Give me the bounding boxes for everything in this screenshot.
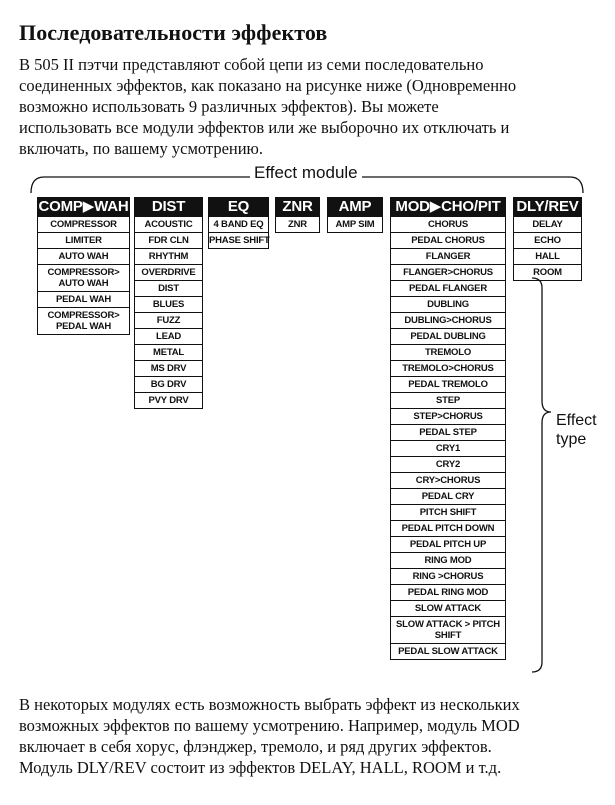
module-header: DIST [134, 197, 203, 217]
effect-type-item: FUZZ [135, 312, 202, 328]
effect-type-item: PEDAL PITCH DOWN [391, 520, 505, 536]
intro-line: В 505 II пэтчи представляют собой цепи из семи последовательно [19, 55, 484, 74]
effect-type-item: 4 BAND EQ [213, 219, 264, 230]
effect-type-item: PEDAL FLANGER [391, 280, 505, 296]
module-options [134, 217, 203, 409]
intro-paragraph [19, 54, 604, 159]
module-options [275, 217, 320, 233]
effect-type-item: PEDAL TREMOLO [391, 376, 505, 392]
module-header: AMP [327, 197, 383, 217]
effect-type-item: TREMOLO>CHORUS [391, 360, 505, 376]
outro-paragraph [19, 694, 604, 778]
effect-type-item: PEDAL CHORUS [391, 232, 505, 248]
module-options [390, 217, 506, 660]
effect-type-item: CRY>CHORUS [391, 472, 505, 488]
effect-type-line: Effect [556, 412, 597, 429]
effect-module-label: Effect module [250, 163, 362, 183]
module-header: MOD▶CHO/PIT [390, 197, 506, 217]
effect-type-item: PEDAL WAH [38, 291, 129, 307]
effect-type-item: PEDAL CRY [391, 488, 505, 504]
effect-type-item: PEDAL RING MOD [391, 584, 505, 600]
effect-type-item: SLOW ATTACK [391, 600, 505, 616]
module-options [327, 217, 383, 233]
effect-type-item: ZNR [288, 219, 307, 230]
outro-line: включает в себя хорус, флэнджер, тремоло, и ряд других эффектов. [19, 737, 492, 756]
effect-type-item: ACOUSTIC [144, 219, 193, 230]
module-eq [208, 197, 269, 249]
module-dist [134, 197, 203, 409]
effect-type-item: AUTO WAH [38, 248, 129, 264]
effect-type-item: DUBLING>CHORUS [391, 312, 505, 328]
effect-type-item: PEDAL DUBLING [391, 328, 505, 344]
effect-type-item: MS DRV [135, 360, 202, 376]
effect-type-item: STEP [391, 392, 505, 408]
outro-line: В некоторых модулях есть возможность выбрать эффект из нескольких [19, 695, 520, 714]
module-mod-cho-pit [390, 197, 506, 660]
module-comp-wah [37, 197, 130, 335]
intro-line: соединенных эффектов, как показано на рисунке ниже (Одновременно [19, 76, 517, 95]
intro-line: использовать все модули эффектов или же выборочно их отключать и [19, 118, 510, 137]
effect-type-item: AMP SIM [335, 219, 375, 230]
effect-type-item: RING >CHORUS [391, 568, 505, 584]
effect-type-item: LIMITER [38, 232, 129, 248]
effect-type-line: type [556, 431, 587, 448]
module-znr [275, 197, 320, 233]
effect-type-item: CRY1 [391, 440, 505, 456]
effect-type-item: DELAY [532, 219, 563, 230]
effect-type-bracket [530, 196, 552, 674]
effect-type-item: PVY DRV [135, 392, 202, 408]
intro-line: включать, по вашему усмотрению. [19, 139, 264, 158]
effect-type-item: PITCH SHIFT [391, 504, 505, 520]
effect-type-item: RING MOD [391, 552, 505, 568]
effect-type-item: ECHO [514, 232, 581, 248]
effect-type-item: PEDAL SLOW ATTACK [391, 643, 505, 659]
effect-type-item: BLUES [135, 296, 202, 312]
effect-type-item: COMPRESSOR> AUTO WAH [38, 264, 129, 291]
outro-line: возможных эффектов по вашему усмотрению. Например, модуль MOD [19, 716, 520, 735]
effect-type-item: DUBLING [391, 296, 505, 312]
effect-type-item: STEP>CHORUS [391, 408, 505, 424]
effect-type-item: FDR CLN [135, 232, 202, 248]
effect-type-item: COMPRESSOR> PEDAL WAH [38, 307, 129, 334]
effect-type-item: PEDAL PITCH UP [391, 536, 505, 552]
module-header: ZNR [275, 197, 320, 217]
module-options [208, 217, 269, 249]
page-title: Последовательности эффектов [19, 20, 328, 45]
outro-line: Модуль DLY/REV состоит из эффектов DELAY, HALL, ROOM и т.д. [19, 758, 502, 777]
intro-line: возможно использовать 9 различных эффектов). Вы можете [19, 97, 439, 116]
effect-type-item: OVERDRIVE [135, 264, 202, 280]
module-header: COMP▶WAH [38, 198, 129, 215]
module-amp [327, 197, 383, 233]
module-header: EQ [208, 197, 269, 217]
effect-type-item: FLANGER [391, 248, 505, 264]
effect-type-item: DIST [135, 280, 202, 296]
effect-type-item: TREMOLO [391, 344, 505, 360]
effect-type-item: BG DRV [135, 376, 202, 392]
effect-type-item: RHYTHM [135, 248, 202, 264]
effect-type-item: HALL [514, 248, 581, 264]
effect-type-item: ROOM [514, 264, 581, 280]
module-header: DLY/REV [513, 197, 582, 217]
effect-type-item: PEDAL STEP [391, 424, 505, 440]
effect-type-item: PHASE SHIFT [209, 232, 268, 248]
effect-type-item: COMPRESSOR [50, 219, 117, 230]
effect-type-item: LEAD [135, 328, 202, 344]
module-options [37, 217, 130, 335]
effect-type-item: FLANGER>CHORUS [391, 264, 505, 280]
effect-type-item: CHORUS [428, 219, 468, 230]
effect-type-label [556, 411, 597, 449]
effect-type-item: SLOW ATTACK > PITCH SHIFT [391, 616, 505, 643]
effect-type-item: CRY2 [391, 456, 505, 472]
effect-type-item: METAL [135, 344, 202, 360]
